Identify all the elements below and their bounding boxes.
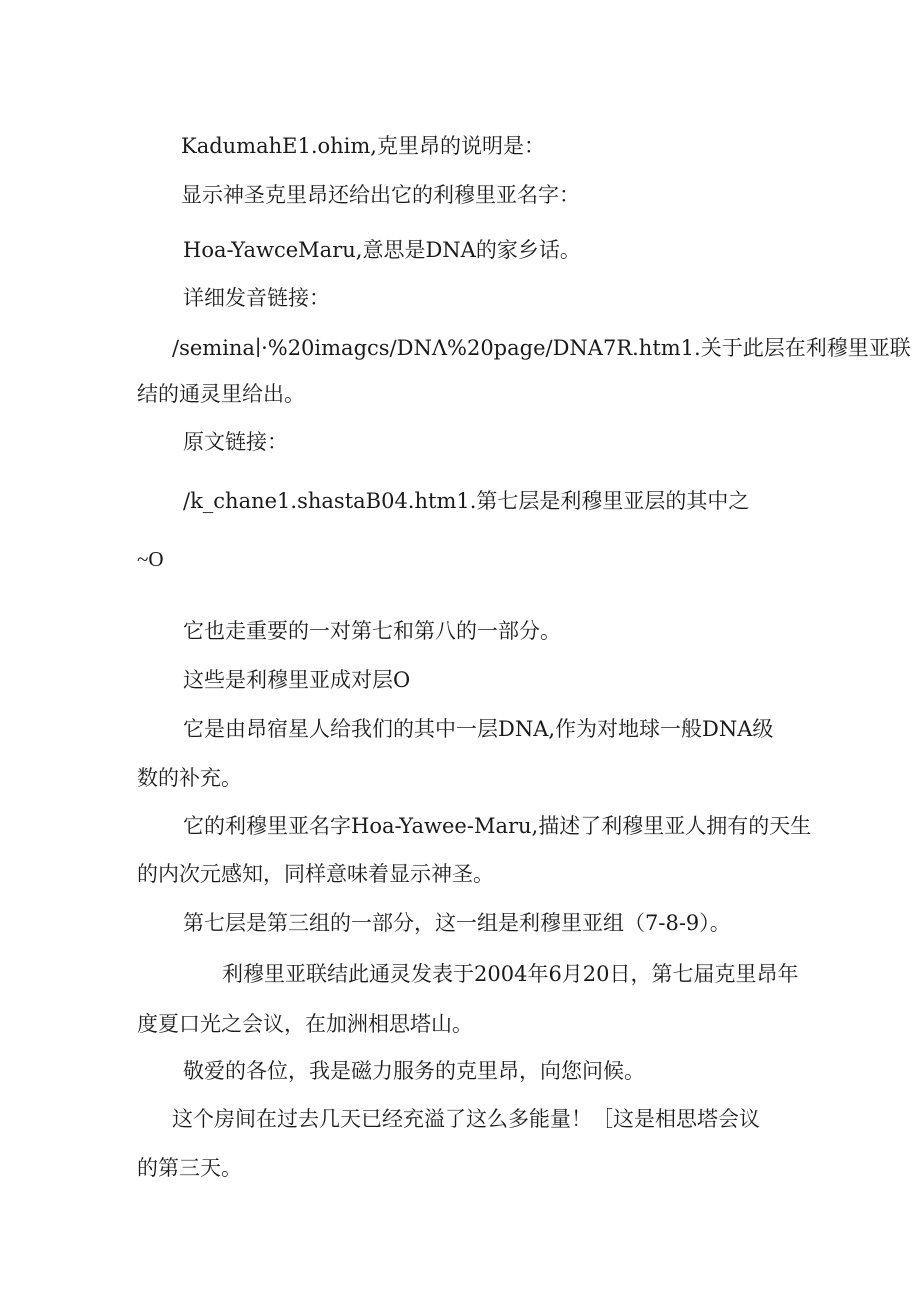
- paragraph-line-kryon-explanation: KadumahE1.ohim,克里昂的说明是：: [181, 134, 545, 158]
- paragraph-line-pair-seven-eight: 它也走重要的一对第七和第八的一部分。: [183, 619, 561, 643]
- paragraph-line-lemurian-name-describes: 它的利穆里亚名字Hoa-Yawee-Maru,描述了利穆里亚人拥有的天生: [183, 814, 812, 838]
- paragraph-line-channel-date: 利穆里亚联结此通灵发表于2004年6月20日，第七届克里昂年: [222, 962, 799, 986]
- paragraph-line-lemurian-name-intro: 显示神圣克里昂还给出它的利穆里亚名字：: [181, 183, 580, 207]
- paragraph-line-third-group: 第七层是第三组的一部分，这一组是利穆里亚组（7-8-9）。: [183, 911, 731, 935]
- paragraph-line-channel-given: 结的通灵里给出。: [137, 382, 305, 406]
- paragraph-line-interdimensional-perception: 的内次元感知，同样意味着显示神圣。: [137, 862, 494, 886]
- paragraph-line-room-energy: 这个房间在过去几天已经充溢了这么多能量！［这是相思塔会议: [172, 1107, 760, 1131]
- paragraph-line-supplement: 数的补充。: [137, 766, 242, 790]
- paragraph-line-original-link-label: 原文链接：: [183, 430, 288, 454]
- paragraph-line-fragment: ~O: [137, 547, 164, 571]
- paragraph-line-pronunciation-link-label: 详细发音链接：: [183, 286, 330, 310]
- paragraph-line-third-day: 的第三天。: [137, 1156, 242, 1180]
- paragraph-line-pleiadian-layer: 它是由昂宿星人给我们的其中一层DNA,作为对地球一般DNA级: [183, 717, 774, 741]
- paragraph-line-hoa-yawce-maru: Hoa-YawceMaru,意思是DNA的家乡话。: [183, 238, 581, 262]
- paragraph-line-original-link-url: /k_chane1.shastaB04.htm1.第七层是利穆里亚层的其中之: [183, 489, 750, 513]
- paragraph-line-pronunciation-link-url: ∕semina∣·%20imagcs∕DNΛ%20page∕DNA7R.htm1.关于此层在利穆里亚联: [172, 336, 911, 360]
- paragraph-line-paired-layers: 这些是利穆里亚成对层O: [183, 668, 411, 692]
- paragraph-line-greeting: 敬爱的各位，我是磁力服务的克里昂，向您问候。: [183, 1059, 645, 1083]
- paragraph-line-conference-location: 度夏口光之会议，在加洲相思塔山。: [137, 1012, 473, 1036]
